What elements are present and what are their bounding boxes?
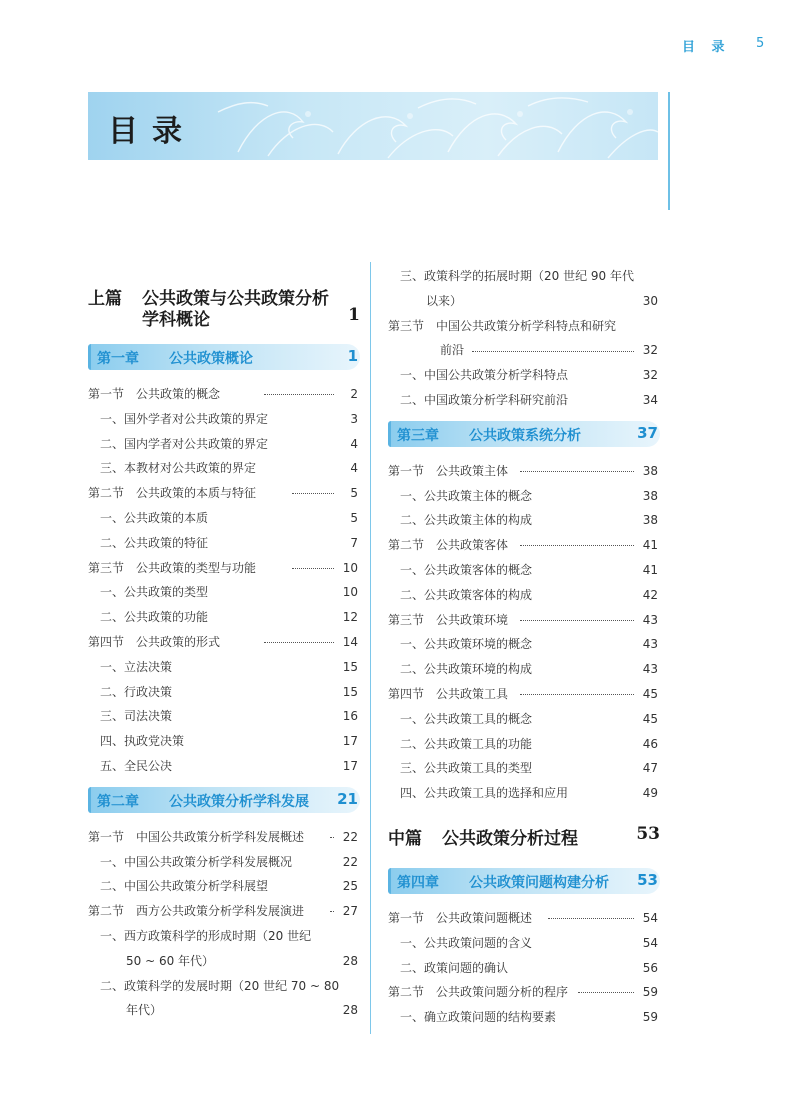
toc-entry-text-continued: 年代） <box>126 1003 163 1018</box>
toc-subsection[interactable] <box>88 850 360 875</box>
toc-entry-text: 一、公共政策工具的概念 <box>400 711 533 726</box>
toc-section[interactable] <box>388 533 660 558</box>
toc-entry-page: 47 <box>642 761 658 776</box>
toc-subsection[interactable] <box>88 974 360 1024</box>
toc-entry-page: 17 <box>342 734 358 749</box>
toc-entry-text: 第三节 公共政策环境 <box>388 612 509 627</box>
toc-subsection[interactable] <box>388 732 660 757</box>
dot-leader <box>292 568 334 569</box>
toc-subsection[interactable] <box>88 680 360 705</box>
toc-entry-text: 第二节 公共政策问题分析的程序 <box>388 985 569 1000</box>
toc-entry-page: 22 <box>342 854 358 869</box>
toc-subsection[interactable] <box>88 432 360 457</box>
toc-entry-text: 二、公共政策的功能 <box>100 610 209 625</box>
toc-entry-text: 第三节 中国公共政策分析学科特点和研究 <box>388 318 617 333</box>
toc-subsection[interactable] <box>88 924 360 974</box>
toc-entry-text: 二、中国政策分析学科研究前沿 <box>400 392 569 407</box>
toc-entry-text: 第二节 公共政策的本质与特征 <box>88 486 257 501</box>
dot-leader <box>520 694 634 695</box>
toc-entry-page: 16 <box>342 709 358 724</box>
chapter-title: 公共政策分析学科发展 <box>169 793 309 810</box>
chapter-page: 1 <box>347 347 358 365</box>
toc-entry-page: 5 <box>350 486 358 501</box>
toc-entry-text: 第一节 公共政策的概念 <box>88 387 221 401</box>
toc-entry-text: 二、国内学者对公共政策的界定 <box>100 436 269 451</box>
toc-section[interactable] <box>88 556 360 581</box>
toc-entry-page: 10 <box>342 585 358 600</box>
running-header <box>658 36 778 56</box>
part-title-line2: 学科概论 <box>142 310 210 330</box>
chapter-heading-1[interactable] <box>88 344 360 370</box>
toc-entry-text: 第四节 公共政策工具 <box>388 686 509 701</box>
dot-leader <box>520 620 634 621</box>
toc-section[interactable] <box>388 906 660 931</box>
page-title: 目录 <box>108 114 196 149</box>
toc-entry-page: 38 <box>642 513 658 528</box>
toc-subsection[interactable] <box>388 583 660 608</box>
toc-entry-page: 22 <box>342 829 358 844</box>
toc-entry-page: 38 <box>642 463 658 478</box>
toc-entry-page: 46 <box>642 736 658 751</box>
toc-subsection[interactable] <box>388 558 660 583</box>
chapter-label: 第二章 <box>97 793 139 810</box>
chapter-page: 37 <box>637 423 658 442</box>
toc-section[interactable] <box>88 899 360 924</box>
toc-section[interactable] <box>88 382 360 407</box>
toc-entry-text: 第一节 公共政策问题概述 <box>388 910 533 925</box>
toc-entry-text: 一、公共政策环境的概念 <box>400 637 533 652</box>
toc-entry-page: 14 <box>342 634 358 649</box>
toc-entry-text: 二、公共政策客体的构成 <box>400 587 533 602</box>
toc-entry-page: 10 <box>342 560 358 575</box>
toc-entry-page: 59 <box>642 1010 658 1025</box>
toc-entry-page: 45 <box>642 686 658 701</box>
toc-entry-text: 第四节 公共政策的形式 <box>88 634 221 649</box>
toc-entry-text: 第二节 公共政策客体 <box>388 538 509 553</box>
part-title: 公共政策分析过程 <box>442 828 578 849</box>
toc-subsection[interactable] <box>88 874 360 899</box>
toc-entry-page: 34 <box>642 392 658 407</box>
toc-section[interactable] <box>388 314 660 364</box>
dot-leader <box>292 493 334 494</box>
chapter-label: 第四章 <box>397 874 439 891</box>
toc-entry-page: 54 <box>642 910 658 925</box>
toc-entry-page: 5 <box>350 510 358 525</box>
toc-subsection[interactable] <box>88 506 360 531</box>
toc-entry-text: 二、公共政策工具的功能 <box>400 736 533 751</box>
chapter-title: 公共政策系统分析 <box>469 427 581 444</box>
toc-subsection[interactable] <box>388 756 660 781</box>
toc-entry-page: 28 <box>342 1003 358 1018</box>
toc-entry-page: 59 <box>642 985 658 1000</box>
toc-entry-page: 32 <box>642 343 658 358</box>
toc-subsection[interactable] <box>88 407 360 432</box>
toc-entry-page: 7 <box>350 535 358 550</box>
toc-entry-page: 17 <box>342 758 358 773</box>
toc-subsection[interactable] <box>388 707 660 732</box>
chapter-title: 公共政策概论 <box>169 351 253 367</box>
toc-section[interactable] <box>88 630 360 655</box>
part-label: 中篇 <box>388 828 422 849</box>
toc-entry-text: 五、全民公决 <box>100 758 173 773</box>
chapter-heading-3[interactable] <box>388 421 660 447</box>
toc-subsection[interactable] <box>388 781 660 806</box>
toc-entry-page: 4 <box>350 461 358 476</box>
chapter-title: 公共政策问题构建分析 <box>469 874 609 891</box>
toc-entry-text: 三、公共政策工具的类型 <box>400 761 533 776</box>
toc-entry-page: 43 <box>642 637 658 652</box>
toc-entry-page: 54 <box>642 935 658 950</box>
toc-entry-page: 25 <box>342 879 358 894</box>
toc-entry-text: 二、公共政策环境的构成 <box>400 662 533 677</box>
header-vertical-rule <box>668 92 670 210</box>
toc-section[interactable] <box>88 825 360 850</box>
dot-leader <box>520 471 634 472</box>
toc-subsection[interactable] <box>88 655 360 680</box>
toc-left-column <box>88 264 360 1023</box>
toc-entry-page: 38 <box>642 488 658 503</box>
part-heading-middle[interactable] <box>388 816 660 860</box>
toc-entry-page: 15 <box>342 659 358 674</box>
chapter-label: 第三章 <box>397 427 439 444</box>
toc-entry-text: 第一节 公共政策主体 <box>388 463 509 478</box>
toc-subsection[interactable] <box>388 1005 660 1030</box>
toc-entry-page: 41 <box>642 538 658 553</box>
toc-entry-text: 一、公共政策的类型 <box>100 585 209 600</box>
chapter-heading-2[interactable] <box>88 787 360 813</box>
part-page: 1 <box>348 305 360 325</box>
toc-subsection[interactable] <box>88 605 360 630</box>
dot-leader <box>264 394 334 395</box>
toc-subsection[interactable] <box>88 531 360 556</box>
dot-leader <box>264 642 334 643</box>
toc-subsection[interactable] <box>388 956 660 981</box>
toc-entry-text: 一、中国公共政策分析学科发展概况 <box>100 854 293 869</box>
dot-leader <box>472 351 634 352</box>
chapter-heading-4[interactable] <box>388 868 660 894</box>
toc-subsection[interactable] <box>388 264 660 314</box>
toc-subsection[interactable] <box>88 729 360 754</box>
toc-entry-text: 一、公共政策问题的含义 <box>400 935 533 950</box>
part-page: 53 <box>636 823 660 844</box>
toc-subsection[interactable] <box>388 484 660 509</box>
toc-entry-text: 一、中国公共政策分析学科特点 <box>400 368 569 383</box>
toc-entry-page: 49 <box>642 786 658 801</box>
toc-section[interactable] <box>388 980 660 1005</box>
toc-entry-page: 12 <box>342 610 358 625</box>
toc-section[interactable] <box>388 459 660 484</box>
toc-entry-text: 二、政策问题的确认 <box>400 960 509 975</box>
toc-subsection[interactable] <box>88 580 360 605</box>
toc-subsection[interactable] <box>388 931 660 956</box>
toc-entry-text: 二、政策科学的发展时期（20 世纪 70 ~ 80 <box>100 978 340 993</box>
dot-leader <box>330 911 334 912</box>
toc-entry-page: 4 <box>350 436 358 451</box>
toc-entry-text: 三、司法决策 <box>100 709 173 724</box>
toc-entry-text: 四、执政党决策 <box>100 734 185 749</box>
toc-section[interactable] <box>88 481 360 506</box>
toc-entry-text: 第一节 中国公共政策分析学科发展概述 <box>88 829 305 844</box>
toc-entry-text: 四、公共政策工具的选择和应用 <box>400 786 569 801</box>
toc-entry-page: 3 <box>350 411 358 426</box>
part-title-line1: 公共政策与公共政策分析 <box>142 289 329 309</box>
toc-entry-text: 一、立法决策 <box>100 659 173 674</box>
toc-entry-text: 第三节 公共政策的类型与功能 <box>88 560 257 575</box>
toc-section[interactable] <box>388 682 660 707</box>
toc-entry-text: 三、政策科学的拓展时期（20 世纪 90 年代 <box>400 269 634 283</box>
toc-subsection[interactable] <box>88 704 360 729</box>
toc-entry-text: 一、西方政策科学的形成时期（20 世纪 <box>100 928 312 943</box>
toc-subsection[interactable] <box>388 632 660 657</box>
toc-entry-page: 2 <box>350 387 358 401</box>
toc-entry-page: 42 <box>642 587 658 602</box>
page-number: 5 <box>756 36 765 51</box>
chapter-page: 21 <box>337 789 358 808</box>
toc-entry-page: 45 <box>642 711 658 726</box>
toc-entry-text: 一、公共政策的本质 <box>100 510 209 525</box>
toc-entry-page: 30 <box>642 293 658 308</box>
part-heading-upper[interactable] <box>88 264 360 336</box>
dot-leader <box>578 992 634 993</box>
toc-entry-text: 一、公共政策主体的概念 <box>400 488 533 503</box>
column-divider <box>370 262 371 1034</box>
toc-entry-text: 三、本教材对公共政策的界定 <box>100 461 257 476</box>
toc-entry-text: 一、公共政策客体的概念 <box>400 562 533 577</box>
toc-entry-text-continued: 50 ~ 60 年代） <box>126 953 215 968</box>
dot-leader <box>548 918 634 919</box>
toc-entry-text: 第二节 西方公共政策分析学科发展演进 <box>88 904 305 919</box>
toc-subsection[interactable] <box>388 363 660 388</box>
toc-subsection[interactable] <box>388 508 660 533</box>
toc-entry-page: 15 <box>342 684 358 699</box>
running-header-title: 目 录 <box>682 40 731 55</box>
dot-leader <box>330 837 334 838</box>
chapter-label: 第一章 <box>97 351 139 367</box>
toc-entry-text-continued: 以来） <box>426 293 463 308</box>
toc-entry-text: 二、公共政策的特征 <box>100 535 209 550</box>
toc-entry-page: 43 <box>642 612 658 627</box>
dot-leader <box>520 545 634 546</box>
toc-entry-text-continued: 前沿 <box>440 343 465 358</box>
toc-entry-page: 27 <box>342 904 358 919</box>
title-banner <box>88 92 658 160</box>
toc-entry-page: 56 <box>642 960 658 975</box>
toc-entry-page: 32 <box>642 368 658 383</box>
chapter-page: 53 <box>637 870 658 889</box>
toc-entry-page: 43 <box>642 662 658 677</box>
toc-entry-text: 二、中国公共政策分析学科展望 <box>100 879 269 894</box>
part-label: 上篇 <box>88 289 122 309</box>
toc-entry-page: 41 <box>642 562 658 577</box>
toc-subsection[interactable] <box>388 388 660 413</box>
toc-entry-text: 一、国外学者对公共政策的界定 <box>100 411 269 426</box>
toc-entry-text: 一、确立政策问题的结构要素 <box>400 1010 557 1025</box>
toc-right-column <box>388 264 660 1030</box>
toc-entry-text: 二、公共政策主体的构成 <box>400 513 533 528</box>
toc-subsection[interactable] <box>388 657 660 682</box>
toc-entry-text: 二、行政决策 <box>100 684 173 699</box>
toc-subsection[interactable] <box>88 754 360 779</box>
toc-section[interactable] <box>388 608 660 633</box>
toc-entry-page: 28 <box>342 953 358 968</box>
toc-subsection[interactable] <box>88 456 360 481</box>
